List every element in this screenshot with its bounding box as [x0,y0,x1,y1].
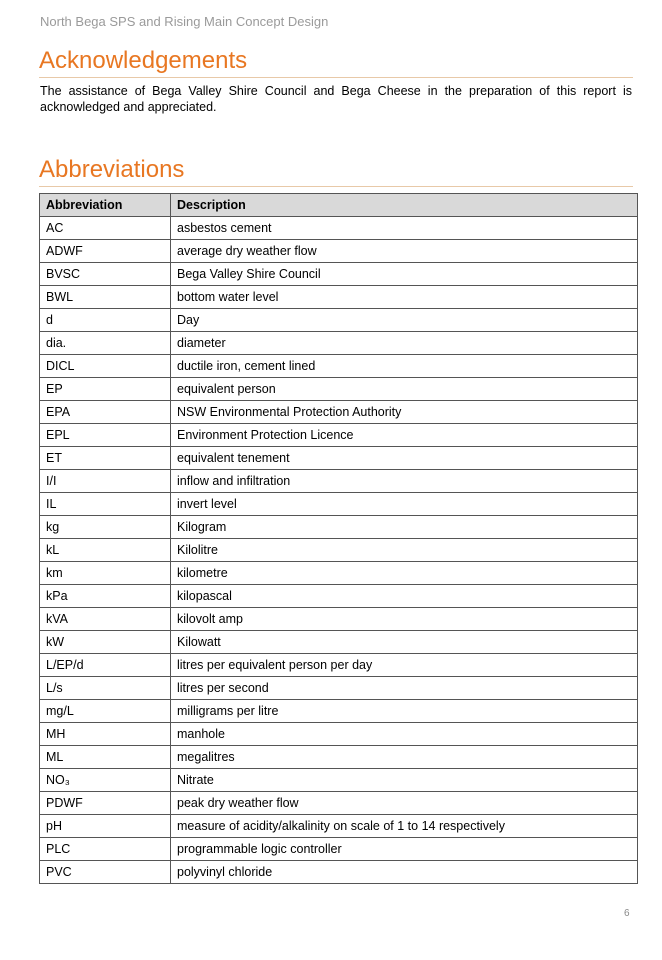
description-cell: polyvinyl chloride [171,861,638,884]
column-header-description: Description [171,194,638,217]
table-row [40,562,638,585]
description-cell: bottom water level [171,286,638,309]
acknowledgements-rule [39,77,633,78]
table-row [40,585,638,608]
description-cell: measure of acidity/alkalinity on scale of 1 to 14 respectively [171,815,638,838]
description-cell: kilopascal [171,585,638,608]
description-cell: Bega Valley Shire Council [171,263,638,286]
table-row [40,401,638,424]
table-row [40,631,638,654]
table-row [40,240,638,263]
table-header-row [40,194,638,217]
abbreviation-cell: ET [40,447,171,470]
description-cell: kilometre [171,562,638,585]
table-row [40,516,638,539]
description-cell: Environment Protection Licence [171,424,638,447]
running-header: North Bega SPS and Rising Main Concept Design [40,14,329,29]
abbreviation-cell: EP [40,378,171,401]
page-number: 6 [624,908,630,919]
table-row [40,355,638,378]
table-row [40,309,638,332]
description-cell: Kilowatt [171,631,638,654]
abbreviation-cell: BWL [40,286,171,309]
description-cell: milligrams per litre [171,700,638,723]
description-cell: average dry weather flow [171,240,638,263]
table-row [40,263,638,286]
abbreviations-rule [39,186,633,187]
table-row [40,746,638,769]
abbreviation-cell: EPL [40,424,171,447]
abbreviation-cell: L/s [40,677,171,700]
description-cell: Kilolitre [171,539,638,562]
table-row [40,608,638,631]
description-cell: manhole [171,723,638,746]
description-cell: programmable logic controller [171,838,638,861]
description-cell: asbestos cement [171,217,638,240]
abbreviation-cell: kPa [40,585,171,608]
abbreviations-heading: Abbreviations [39,156,185,183]
description-cell: inflow and infiltration [171,470,638,493]
abbreviation-cell: AC [40,217,171,240]
description-cell: Nitrate [171,769,638,792]
abbreviation-cell: L/EP/d [40,654,171,677]
acknowledgements-text: The assistance of Bega Valley Shire Council and Bega Cheese in the preparation of this report is acknowledged and appreciated. [40,84,632,114]
table-row [40,539,638,562]
table-row [40,378,638,401]
abbreviation-cell: PVC [40,861,171,884]
abbreviation-cell: PLC [40,838,171,861]
table-row [40,792,638,815]
table-row [40,424,638,447]
description-cell: Day [171,309,638,332]
abbreviation-cell: EPA [40,401,171,424]
description-cell: peak dry weather flow [171,792,638,815]
abbreviation-cell: NO₃ [40,769,171,792]
table-row [40,286,638,309]
abbreviation-cell: kL [40,539,171,562]
description-cell: Kilogram [171,516,638,539]
abbreviation-cell: mg/L [40,700,171,723]
abbreviation-cell: kg [40,516,171,539]
description-cell: diameter [171,332,638,355]
abbreviation-cell: d [40,309,171,332]
abbreviation-cell: I/I [40,470,171,493]
abbreviation-cell: ML [40,746,171,769]
abbreviation-cell: kW [40,631,171,654]
abbreviation-cell: BVSC [40,263,171,286]
table-row [40,723,638,746]
abbreviation-cell: kVA [40,608,171,631]
abbreviation-cell: ADWF [40,240,171,263]
abbreviation-cell: IL [40,493,171,516]
description-cell: ductile iron, cement lined [171,355,638,378]
description-cell: kilovolt amp [171,608,638,631]
abbreviations-table [39,193,638,884]
abbreviations-table-body [40,217,638,884]
table-row [40,838,638,861]
table-row [40,769,638,792]
abbreviation-cell: DICL [40,355,171,378]
table-row [40,700,638,723]
acknowledgements-heading: Acknowledgements [39,47,248,74]
table-row [40,332,638,355]
table-row [40,447,638,470]
description-cell: litres per second [171,677,638,700]
table-row [40,654,638,677]
abbreviation-cell: dia. [40,332,171,355]
table-row [40,493,638,516]
abbreviation-cell: MH [40,723,171,746]
table-row [40,677,638,700]
description-cell: equivalent tenement [171,447,638,470]
description-cell: NSW Environmental Protection Authority [171,401,638,424]
description-cell: megalitres [171,746,638,769]
table-row [40,815,638,838]
abbreviation-cell: pH [40,815,171,838]
description-cell: equivalent person [171,378,638,401]
table-row [40,861,638,884]
table-row [40,217,638,240]
abbreviation-cell: km [40,562,171,585]
description-cell: invert level [171,493,638,516]
column-header-abbreviation: Abbreviation [40,194,171,217]
table-row [40,470,638,493]
abbreviation-cell: PDWF [40,792,171,815]
description-cell: litres per equivalent person per day [171,654,638,677]
